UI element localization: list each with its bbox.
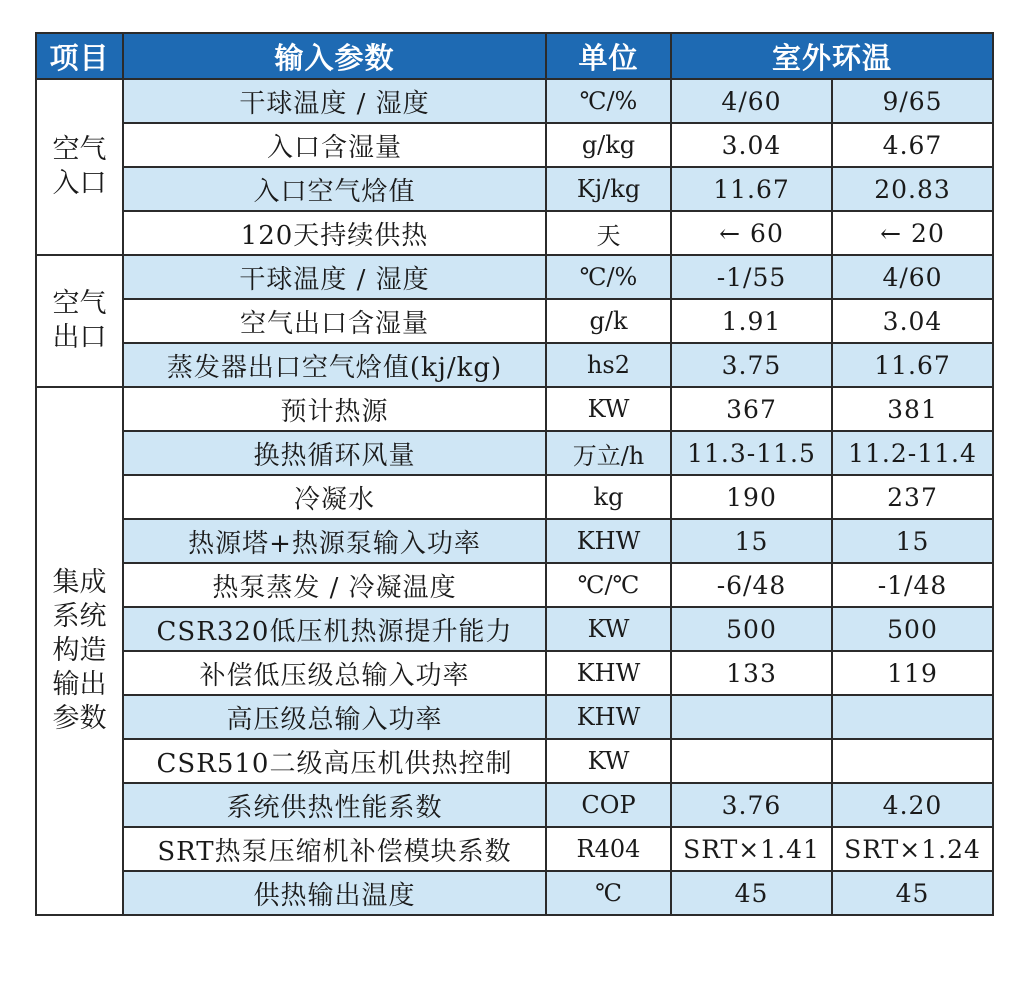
- value-cell-2: [832, 695, 993, 739]
- param-cell: 换热循环风量: [123, 431, 546, 475]
- param-cell: 干球温度 / 湿度: [123, 255, 546, 299]
- table-header-row: [36, 33, 993, 79]
- value-cell-2: 15: [832, 519, 993, 563]
- value-cell-2: 9/65: [832, 79, 993, 123]
- value-cell-1: 367: [671, 387, 832, 431]
- table-row: [36, 827, 993, 871]
- value-cell-2: 11.2-11.4: [832, 431, 993, 475]
- param-cell: 入口含湿量: [123, 123, 546, 167]
- value-cell-1: [671, 695, 832, 739]
- value-cell-1: 133: [671, 651, 832, 695]
- value-cell-1: 11.67: [671, 167, 832, 211]
- value-cell-2: 4/60: [832, 255, 993, 299]
- value-cell-2: 3.04: [832, 299, 993, 343]
- header-param: 输入参数: [123, 33, 546, 79]
- header-outdoor-temp: 室外环温: [671, 33, 993, 79]
- param-cell: 空气出口含湿量: [123, 299, 546, 343]
- unit-cell: KHW: [546, 519, 671, 563]
- unit-cell: g/k: [546, 299, 671, 343]
- table-row: [36, 519, 993, 563]
- parameter-table: [35, 32, 994, 916]
- table-row: [36, 211, 993, 255]
- value-cell-1: 3.04: [671, 123, 832, 167]
- param-cell: 蒸发器出口空气焓值(kj/kg): [123, 343, 546, 387]
- unit-cell: 天: [546, 211, 671, 255]
- value-cell-1: 4/60: [671, 79, 832, 123]
- table-row: [36, 783, 993, 827]
- table-row: [36, 387, 993, 431]
- value-cell-2: 500: [832, 607, 993, 651]
- value-cell-2: SRT×1.24: [832, 827, 993, 871]
- param-cell: 热泵蒸发 / 冷凝温度: [123, 563, 546, 607]
- value-cell-2: ← 20: [832, 211, 993, 255]
- value-cell-2: [832, 739, 993, 783]
- value-cell-1: 45: [671, 871, 832, 915]
- unit-cell: kg: [546, 475, 671, 519]
- param-cell: 系统供热性能系数: [123, 783, 546, 827]
- table-row: [36, 431, 993, 475]
- value-cell-2: 20.83: [832, 167, 993, 211]
- value-cell-1: ← 60: [671, 211, 832, 255]
- table-row: [36, 299, 993, 343]
- table-body: [36, 79, 993, 915]
- table-row: [36, 871, 993, 915]
- unit-cell: ℃/%: [546, 255, 671, 299]
- table-row: [36, 167, 993, 211]
- value-cell-2: -1/48: [832, 563, 993, 607]
- param-cell: CSR510二级高压机供热控制: [123, 739, 546, 783]
- value-cell-2: 4.67: [832, 123, 993, 167]
- table-row: [36, 563, 993, 607]
- value-cell-2: 45: [832, 871, 993, 915]
- value-cell-1: 190: [671, 475, 832, 519]
- param-cell: 干球温度 / 湿度: [123, 79, 546, 123]
- value-cell-1: 500: [671, 607, 832, 651]
- value-cell-1: SRT×1.41: [671, 827, 832, 871]
- value-cell-1: 1.91: [671, 299, 832, 343]
- unit-cell: KW: [546, 739, 671, 783]
- param-cell: 热源塔+热源泵输入功率: [123, 519, 546, 563]
- unit-cell: R404: [546, 827, 671, 871]
- table-row: [36, 695, 993, 739]
- unit-cell: KHW: [546, 651, 671, 695]
- value-cell-2: 119: [832, 651, 993, 695]
- param-cell: 入口空气焓值: [123, 167, 546, 211]
- param-cell: 供热输出温度: [123, 871, 546, 915]
- unit-cell: KW: [546, 387, 671, 431]
- unit-cell: ℃/%: [546, 79, 671, 123]
- table-row: [36, 607, 993, 651]
- value-cell-1: 15: [671, 519, 832, 563]
- unit-cell: COP: [546, 783, 671, 827]
- group-label: 空气 出口: [36, 255, 123, 387]
- value-cell-1: 3.75: [671, 343, 832, 387]
- table-row: [36, 739, 993, 783]
- param-cell: 高压级总输入功率: [123, 695, 546, 739]
- value-cell-1: -1/55: [671, 255, 832, 299]
- value-cell-2: 237: [832, 475, 993, 519]
- group-label: 空气 入口: [36, 79, 123, 255]
- unit-cell: ℃/℃: [546, 563, 671, 607]
- value-cell-1: 11.3-11.5: [671, 431, 832, 475]
- table-row: [36, 123, 993, 167]
- value-cell-2: 11.67: [832, 343, 993, 387]
- value-cell-2: 381: [832, 387, 993, 431]
- value-cell-1: [671, 739, 832, 783]
- unit-cell: Kj/kg: [546, 167, 671, 211]
- param-cell: CSR320低压机热源提升能力: [123, 607, 546, 651]
- unit-cell: 万立/h: [546, 431, 671, 475]
- unit-cell: KHW: [546, 695, 671, 739]
- param-cell: SRT热泵压缩机补偿模块系数: [123, 827, 546, 871]
- header-unit: 单位: [546, 33, 671, 79]
- table-row: [36, 651, 993, 695]
- unit-cell: ℃: [546, 871, 671, 915]
- table-row: [36, 343, 993, 387]
- unit-cell: KW: [546, 607, 671, 651]
- unit-cell: hs2: [546, 343, 671, 387]
- value-cell-2: 4.20: [832, 783, 993, 827]
- header-item: 项目: [36, 33, 123, 79]
- group-label: 集成 系统 构造 输出 参数: [36, 387, 123, 915]
- param-cell: 补偿低压级总输入功率: [123, 651, 546, 695]
- param-cell: 120天持续供热: [123, 211, 546, 255]
- param-cell: 预计热源: [123, 387, 546, 431]
- table-row: [36, 79, 993, 123]
- value-cell-1: -6/48: [671, 563, 832, 607]
- table-row: [36, 255, 993, 299]
- value-cell-1: 3.76: [671, 783, 832, 827]
- param-cell: 冷凝水: [123, 475, 546, 519]
- unit-cell: g/kg: [546, 123, 671, 167]
- table-row: [36, 475, 993, 519]
